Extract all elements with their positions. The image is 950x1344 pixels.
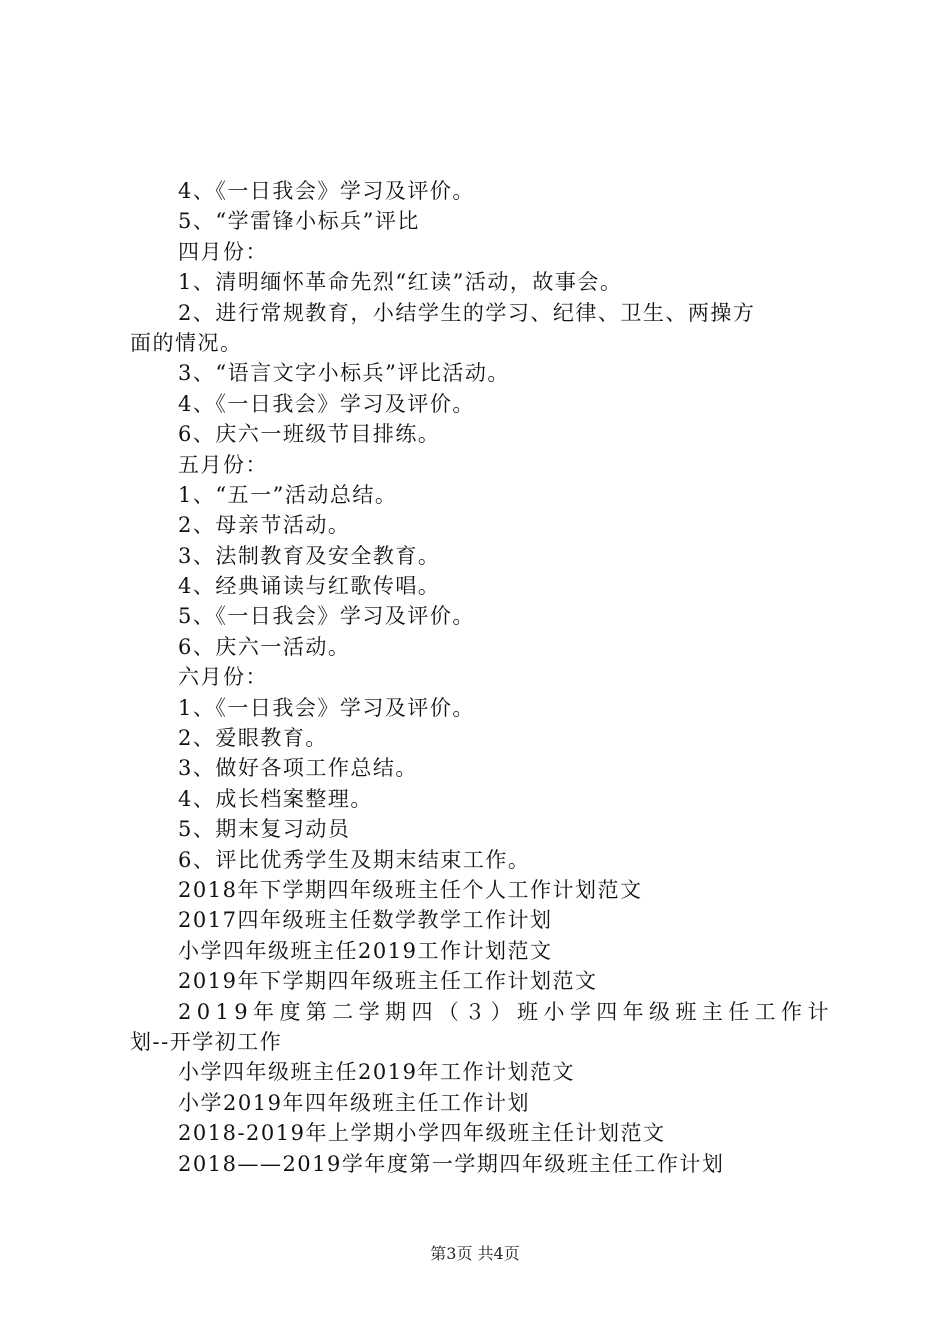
related-article-link[interactable]: 2018——2019学年度第一学期四年级班主任工作计划 (178, 1151, 725, 1176)
text-line: 2、进行常规教育，小结学生的学习、纪律、卫生、两操方 (178, 300, 756, 325)
text-line: 1、清明缅怀革命先烈“红读”活动，故事会。 (178, 270, 623, 295)
section-heading-may: 五月份： (178, 452, 268, 477)
related-article-link[interactable]: 2019年度第二学期四（３）班小学四年级班主任工作计 (178, 999, 834, 1024)
text-line: 1、“五一”活动总结。 (178, 482, 398, 507)
text-line: 6、庆六一班级节目排练。 (178, 422, 441, 447)
related-article-link[interactable]: 小学四年级班主任2019年工作计划范文 (178, 1060, 575, 1085)
text-line: 3、法制教育及安全教育。 (178, 543, 441, 568)
section-heading-june: 六月份： (178, 665, 268, 690)
related-article-link[interactable]: 2017四年级班主任数学教学工作计划 (178, 908, 553, 933)
page-number-footer: 第3页 共4页 (430, 1244, 520, 1263)
related-article-link[interactable]: 小学2019年四年级班主任工作计划 (178, 1090, 530, 1115)
text-line: 4、成长档案整理。 (178, 786, 373, 811)
text-line: 1、《一日我会》学习及评价。 (178, 695, 475, 720)
related-article-link-continuation[interactable]: 划--开学初工作 (130, 1029, 283, 1054)
text-line-continuation: 面的情况。 (130, 330, 243, 355)
text-line: 5、《一日我会》学习及评价。 (178, 604, 475, 629)
text-line: 3、“语言文字小标兵”评比活动。 (178, 361, 510, 386)
text-line: 6、庆六一活动。 (178, 634, 351, 659)
section-heading-april: 四月份： (178, 239, 268, 264)
text-line: 5、期末复习动员 (178, 817, 351, 842)
text-line: 5、“学雷锋小标兵”评比 (178, 209, 420, 234)
related-article-link[interactable]: 2019年下学期四年级班主任工作计划范文 (178, 969, 598, 994)
text-line: 4、经典诵读与红歌传唱。 (178, 574, 441, 599)
text-line: 2、母亲节活动。 (178, 513, 351, 538)
text-line: 2、爱眼教育。 (178, 726, 328, 751)
text-line: 3、做好各项工作总结。 (178, 756, 418, 781)
related-article-link[interactable]: 2018-2019年上学期小学四年级班主任计划范文 (178, 1121, 666, 1146)
text-line: 6、评比优秀学生及期末结束工作。 (178, 847, 531, 872)
related-article-link[interactable]: 2018年下学期四年级班主任个人工作计划范文 (178, 877, 643, 902)
text-line: 4、《一日我会》学习及评价。 (178, 179, 475, 203)
related-article-link[interactable]: 小学四年级班主任2019工作计划范文 (178, 938, 553, 963)
document-body (130, 176, 834, 1179)
text-line: 4、《一日我会》学习及评价。 (178, 391, 475, 416)
